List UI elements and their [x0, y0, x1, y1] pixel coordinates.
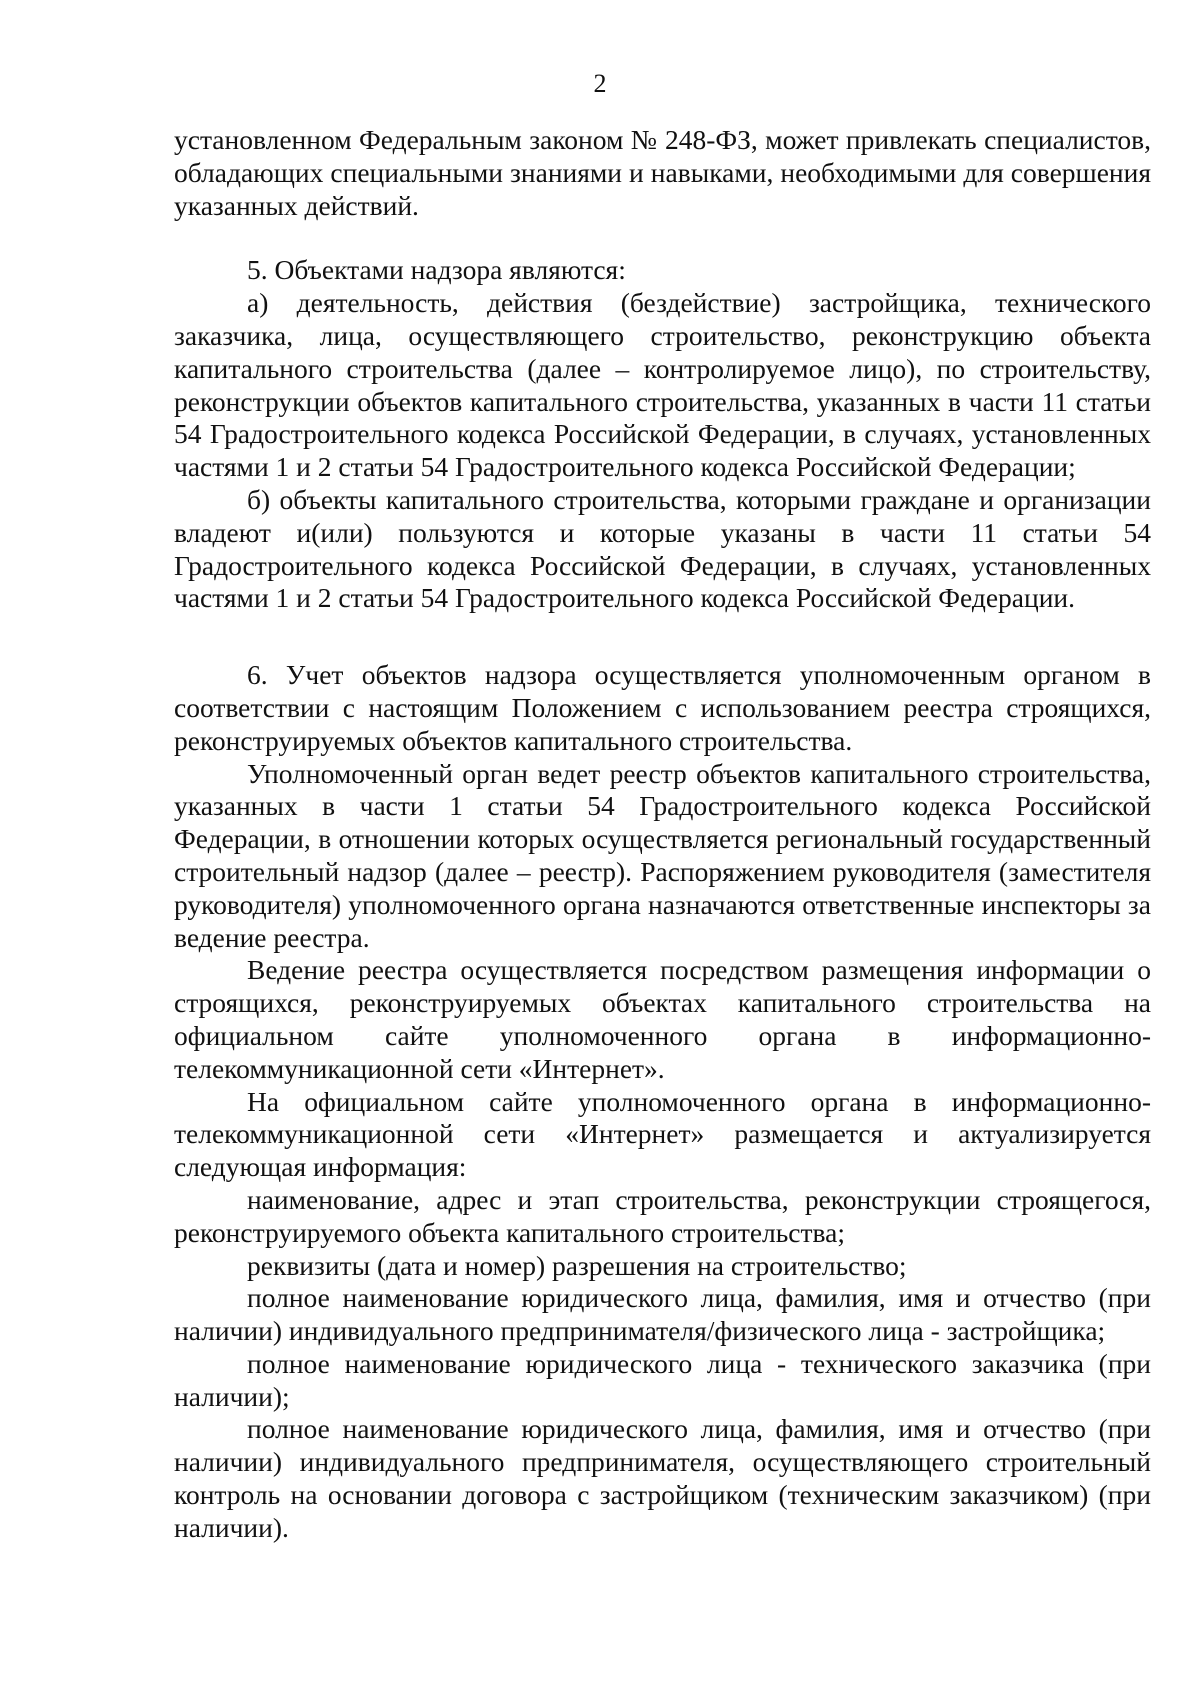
section-5-item-b: б) объекты капитального строительства, которыми граждане и организации владеют и(или) пользуются и которые указаны в части 11 статьи 54 Градостроительного кодекса Российской Федерации, в случаях, установленных частями 1 и 2 статьи 54 Градостроительного кодекса Российской Федерации. [174, 483, 1151, 614]
section-6-paragraph-4: На официальном сайте уполномоченного органа в информационно-телекоммуникационной сети «Интернет» размещается и актуализируется следующая информация: [174, 1085, 1151, 1183]
section-6-paragraph-1: 6. Учет объектов надзора осуществляется уполномоченным органом в соответствии с настоящим Положением с использованием реестра строящихся, реконструируемых объектов капитального строительства. [174, 659, 1151, 756]
section-6-list-item-5: полное наименование юридического лица, фамилия, имя и отчество (при наличии) индивидуального предпринимателя, осуществляющего строительный контроль на основании договора с застройщиком (техническим заказчиком) (при наличии). [174, 1413, 1151, 1543]
section-6-list-item-4: полное наименование юридического лица - технического заказчика (при наличии); [174, 1347, 1151, 1412]
section-5-item-a: а) деятельность, действия (бездействие) застройщика, технического заказчика, лица, осуществляющего строительство, реконструкцию объекта капитального строительства (далее – контролируемое лицо), по строительству, реконструкции объектов капитального строительства, указанных в части 11 статьи 54 Градостроительного кодекса Российской Федерации, в случаях, установленных частями 1 и 2 статьи 54 Градостроительного кодекса Российской Федерации; [174, 287, 1151, 483]
section-6-paragraph-3: Ведение реестра осуществляется посредством размещения информации о строящихся, реконструируемых объектах капитального строительства на официальном сайте уполномоченного органа в информационно-телекоммуникационной сети «Интернет». [174, 954, 1151, 1084]
intro-paragraph: установленном Федеральным законом № 248-ФЗ, может привлекать специалистов, обладающих специальными знаниями и навыками, необходимыми для совершения указанных действий. [174, 124, 1151, 221]
section-5-heading: 5. Объектами надзора являются: [247, 254, 626, 286]
section-6-list-item-2: реквизиты (дата и номер) разрешения на строительство; [247, 1249, 907, 1281]
page-number: 2 [593, 69, 607, 98]
document-body [174, 124, 1151, 1545]
section-6-list-item-3: полное наименование юридического лица, фамилия, имя и отчество (при наличии) индивидуального предпринимателя/физического лица - застройщика; [174, 1282, 1151, 1347]
section-6-paragraph-2: Уполномоченный орган ведет реестр объектов капитального строительства, указанных в части 1 статьи 54 Градостроительного кодекса Российской Федерации, в отношении которых осуществляется региональный государственный строительный надзор (далее – реестр). Распоряжением руководителя (заместителя руководителя) уполномоченного органа назначаются ответственные инспекторы за ведение реестра. [174, 757, 1151, 953]
section-6-list-item-1: наименование, адрес и этап строительства, реконструкции строящегося, реконструируемого объекта капитального строительства; [174, 1183, 1151, 1248]
